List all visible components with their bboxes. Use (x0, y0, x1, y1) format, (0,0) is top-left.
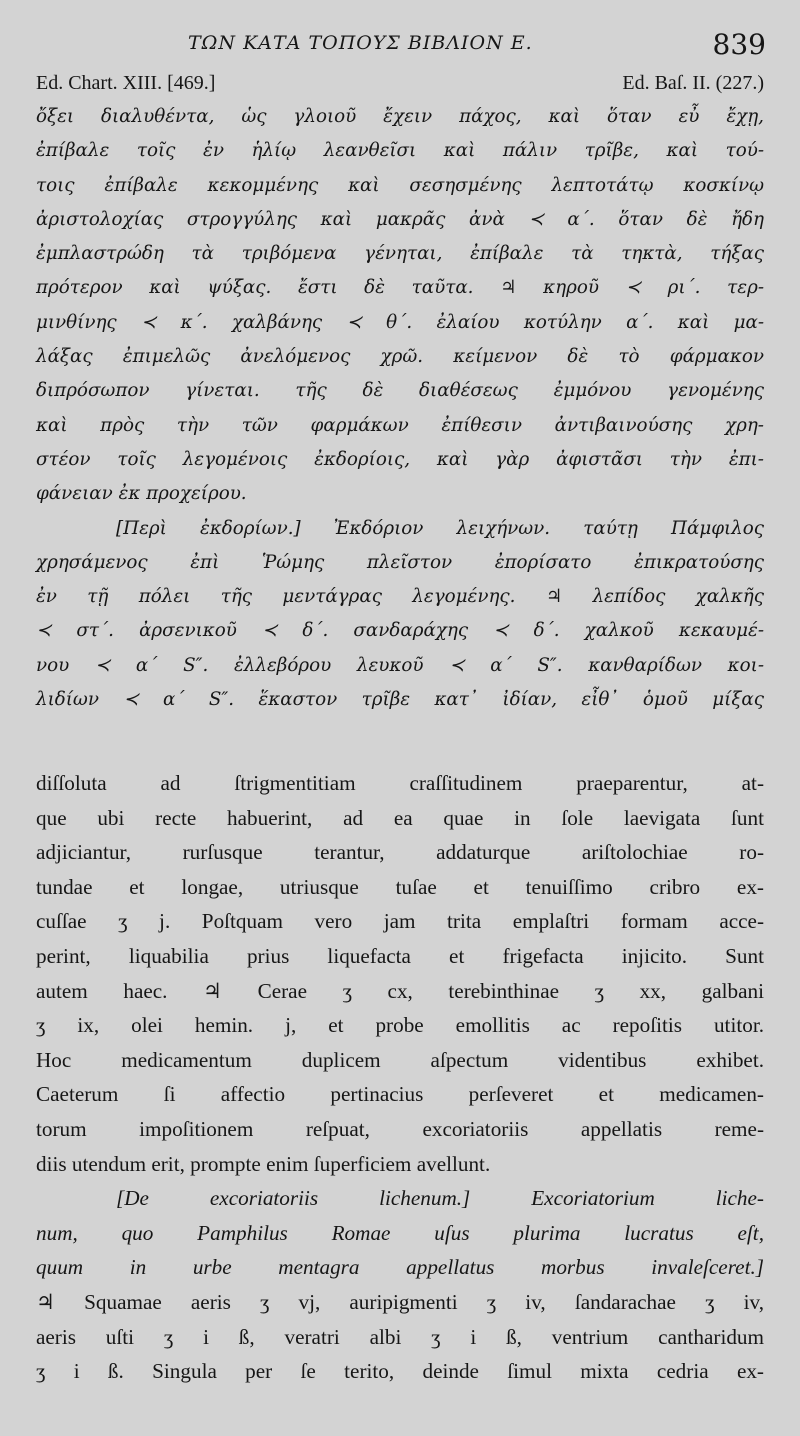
latin-line: ʒ ix, olei hemin. j, et probe emollitis ac repoſitis utitor. (36, 1013, 764, 1038)
running-title: ΤΩΝ ΚΑΤΑ ΤΟΠΟΥΣ ΒΙΒΛΙΟΝ Ε. (188, 32, 533, 54)
greek-line: στέον τοῖς λεγομένοις ἐκδορίοις, καὶ γὰρ ἀφιστᾶσι τὴν ἐπι- (36, 448, 764, 470)
greek-line: χρησάμενος ἐπὶ Ῥώμης πλεῖστον ἐπορίσατο ἐπικρατούσης (36, 551, 764, 573)
greek-line: λάξας ἐπιμελῶς ἀνελόμενος χρῶ. κείμενον δὲ τὸ φάρμακον (36, 346, 764, 368)
latin-line: diſſoluta ad ſtrigmentitiam craſſitudinem praeparentur, at- (36, 771, 764, 795)
latin-line: adjiciantur, rurſusque terantur, addaturque ariſtolochiae ro- (36, 840, 764, 865)
greek-text-block (36, 100, 764, 717)
latin-line: autem haec. ♃ Cerae ʒ cx, terebinthinae ʒ xx, galbani (36, 978, 764, 1003)
latin-section-heading-line: [De excoriatoriis lichenum.] Excoriatorium liche- (116, 1186, 764, 1211)
latin-text-block (36, 766, 764, 1389)
latin-line: perint, liquabilia prius liquefacta et frigefacta injicito. Sunt (36, 943, 764, 968)
latin-line: diis utendum erit, prompte enim ſuperficiem avellunt. (36, 1151, 491, 1176)
latin-line: aeris uſti ʒ i ß, veratri albi ʒ i ß, ventrium cantharidum (36, 1324, 764, 1349)
running-head (0, 30, 800, 64)
greek-line: λιδίων ≺ α΄ S″. ἕκαστον τρῖβε κατ᾽ ἰδίαν, εἶθ᾽ ὁμοῦ μίξας (36, 689, 764, 711)
edition-basel-reference: Ed. Baſ. II. (227.) (622, 72, 764, 94)
latin-line: Caeterum ſi affectio pertinacius perſeveret et medicamen- (36, 1082, 764, 1107)
greek-line: πρότερον καὶ ψύξας. ἔστι δὲ ταῦτα. ♃ κηροῦ ≺ ρι΄. τερ- (36, 277, 764, 299)
greek-line: ἐπίβαλε τοῖς ἐν ἡλίῳ λεανθεῖσι καὶ πάλιν τρῖβε, καὶ τού- (36, 140, 764, 162)
latin-line: cuſſae ʒ j. Poſtquam vero jam trita emplaſtri formam acce- (36, 909, 764, 934)
latin-italic-line: num, quo Pamphilus Romae uſus plurima lucratus eſt, (36, 1220, 764, 1245)
latin-line: tundae et longae, utriusque tuſae et tenuiſſimo cribro ex- (36, 874, 764, 899)
page-number: 839 (712, 28, 766, 61)
greek-line: φάνειαν ἐκ προχείρου. (36, 483, 247, 505)
greek-line: ὄξει διαλυθέντα, ὡς γλοιοῦ ἔχειν πάχος, καὶ ὅταν εὖ ἔχῃ, (36, 106, 764, 127)
greek-line: διπρόσωπον γίνεται. τῆς δὲ διαθέσεως ἐμμόνου γενομένης (36, 380, 764, 402)
greek-line: μινθίνης ≺ κ΄. χαλβάνης ≺ θ΄. ἐλαίου κοτύλην α΄. καὶ μα- (36, 311, 764, 333)
edition-chartier-reference: Ed. Chart. XIII. [469.] (36, 72, 216, 94)
greek-line: καὶ πρὸς τὴν τῶν φαρμάκων ἐπίθεσιν ἀντιβαινούσης χρη- (36, 414, 764, 436)
latin-italic-line: quum in urbe mentagra appellatus morbus invaleſceret.] (36, 1255, 764, 1280)
greek-line: ἐν τῇ πόλει τῆς μεντάγρας λεγομένης. ♃ λεπίδος χαλκῆς (36, 586, 764, 608)
latin-line: ♃ Squamae aeris ʒ vj, auripigmenti ʒ iv, ſandarachae ʒ iv, (36, 1289, 764, 1314)
latin-line: Hoc medicamentum duplicem aſpectum videntibus exhibet. (36, 1047, 764, 1072)
edition-reference-line (36, 72, 764, 98)
latin-line: que ubi recte habuerint, ad ea quae in ſole laevigata ſunt (36, 805, 764, 830)
greek-section-heading-line: [Περὶ ἐκδορίων.] Ἐκδόριον λειχήνων. ταύτῃ Πάμφιλος (116, 517, 764, 539)
greek-line: νου ≺ α΄ S″. ἐλλεβόρου λευκοῦ ≺ α΄ S″. κανθαρίδων κοι- (36, 654, 764, 676)
greek-line: τοις ἐπίβαλε κεκομμένης καὶ σεσησμένης λεπτοτάτῳ κοσκίνῳ (36, 174, 764, 196)
greek-line: ἐμπλαστρώδη τὰ τριβόμενα γένηται, ἐπίβαλε τὰ τηκτὰ, τήξας (36, 243, 764, 265)
greek-line: ἀριστολοχίας στρογγύλης καὶ μακρᾶς ἀνὰ ≺ α΄. ὅταν δὲ ἤδη (36, 208, 764, 230)
greek-line: ≺ στ΄. ἀρσενικοῦ ≺ δ΄. σανδαράχης ≺ δ΄. χαλκοῦ κεκαυμέ- (36, 620, 764, 642)
latin-line: ʒ i ß. Singula per ſe terito, deinde ſimul mixta cedria ex- (36, 1359, 764, 1384)
latin-line: torum impoſitionem reſpuat, excoriatoriis appellatis reme- (36, 1116, 764, 1141)
